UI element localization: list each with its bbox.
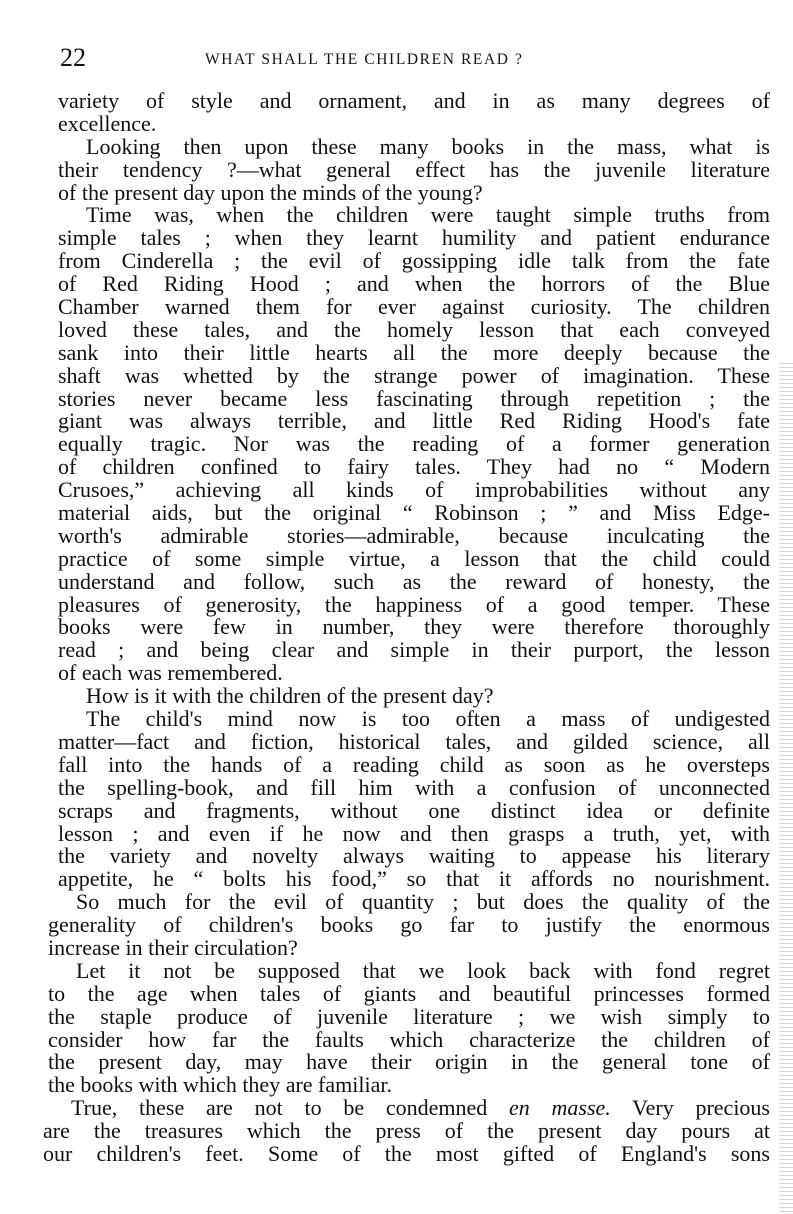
text-line-mixed [43,1097,770,1120]
text-line: equally tragic. Nor was the reading of a former generation [58,431,770,457]
text-line: practice of some simple virtue, a lesson that the child could [58,545,770,571]
text-line: the staple produce of juvenile literature ; we wish simply to [48,1003,770,1029]
text-line: of the present day upon the minds of the young? [58,179,483,205]
page-number: 22 [60,43,86,72]
running-head [60,42,760,78]
text-line: generality of children's books go far to justify the enormous [48,912,770,938]
text-line: shaft was whetted by the strange power of imagination. These [58,362,770,388]
text-line: stories never became less fascinating through repetition ; the [58,385,770,411]
text-line: sank into their little hearts all the more deeply because the [58,339,770,365]
text-line: understand and follow, such as the reward of honesty, the [58,568,770,594]
text-line: increase in their circulation? [48,934,298,960]
text-line: fall into the hands of a reading child as soon as he oversteps [58,751,770,777]
text-line: of children confined to fairy tales. They had no “ Modern [58,454,770,480]
text-line: the present day, may have their origin in the general tone of [48,1049,770,1075]
text-line: Chamber warned them for ever against curiosity. The children [58,294,770,320]
text-line: worth's admirable stories—admirable, because inculcating the [58,522,770,548]
text-line: matter—fact and fiction, historical tales, and gilded science, all [58,728,770,754]
running-title: WHAT SHALL THE CHILDREN READ ? [205,51,524,68]
italic-phrase: en masse. [509,1095,611,1121]
text-segment: True, these are not to be condemned [71,1095,510,1121]
text-line: excellence. [58,110,157,136]
text-line: our children's feet. Some of the most gifted of England's sons [43,1140,770,1166]
text-line: So much for the evil of quantity ; but does the quality of the [76,889,770,915]
text-line: scraps and fragments, without one distinct idea or definite [58,797,770,823]
text-line: of Red Riding Hood ; and when the horrors of the Blue [58,271,770,297]
text-line: variety of style and ornament, and in as many degrees of [58,88,770,113]
text-line: The child's mind now is too often a mass of undigested [86,706,770,732]
text-line: to the age when tales of giants and beautiful princesses formed [48,980,770,1006]
text-segment: Very precious [610,1095,770,1121]
text-line: lesson ; and even if he now and then grasps a truth, yet, with [58,820,770,846]
text-line: books were few in number, they were therefore thoroughly [58,614,770,640]
text-line: from Cinderella ; the evil of gossipping idle talk from the fate [58,248,770,274]
text-line: the books with which they are familiar. [48,1072,392,1098]
text-line: giant was always terrible, and little Red Riding Hood's fate [58,408,770,434]
text-line: How is it with the children of the present day? [86,683,494,709]
text-line: appetite, he “ bolts his food,” so that it affords no nourishment. [58,866,770,892]
page-edge-shadow [779,360,793,1214]
text-line: Looking then upon these many books in the mass, what is [86,133,770,159]
text-line: the variety and novelty always waiting to appease his literary [58,843,770,869]
text-line: of each was remembered. [58,660,283,686]
text-line: their tendency ?—what general effect has the juvenile literature [58,156,770,182]
text-line: the spelling-book, and fill him with a confusion of unconnected [58,774,770,800]
text-line: are the treasures which the press of the present day pours at [43,1118,770,1144]
text-line: material aids, but the original “ Robinson ; ” and Miss Edge- [58,500,770,526]
text-line: pleasures of generosity, the happiness of a good temper. These [58,591,770,617]
text-line: simple tales ; when they learnt humility and patient endurance [58,225,770,251]
body-text [43,88,770,1166]
text-line: Let it not be supposed that we look back with fond regret [76,957,770,983]
text-line: consider how far the faults which characterize the children of [48,1026,770,1052]
text-line: Time was, when the children were taught simple truths from [86,202,770,228]
text-line: read ; and being clear and simple in their purport, the lesson [58,637,770,663]
text-line: loved these tales, and the homely lesson that each conveyed [58,316,770,342]
text-line: Crusoes,” achieving all kinds of improbabilities without any [58,477,770,503]
